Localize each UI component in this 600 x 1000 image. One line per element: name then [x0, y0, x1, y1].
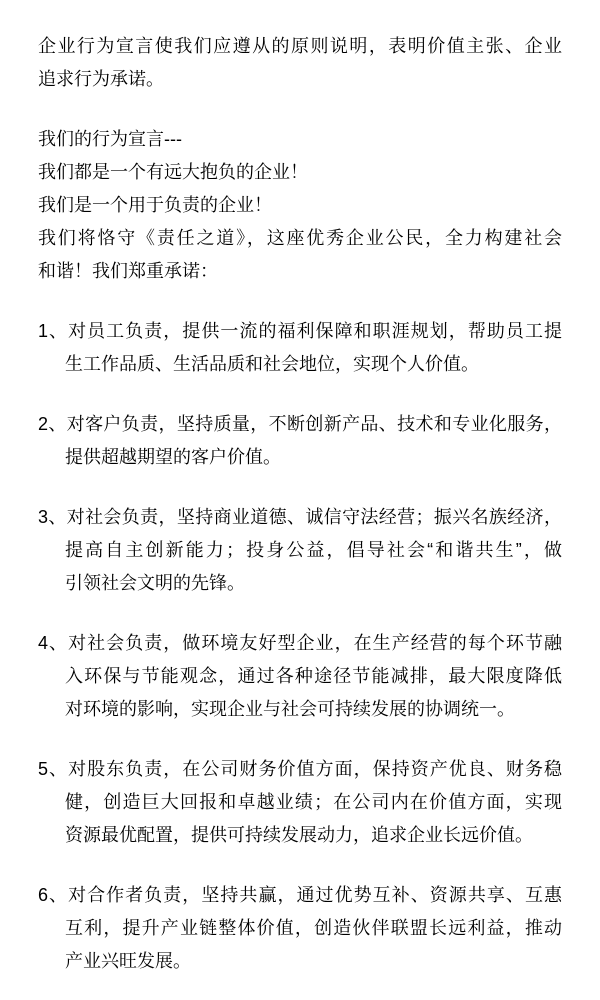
list-item-continuation-line: 对环境的影响，实现企业与社会可持续发展的协调统一。	[65, 699, 515, 719]
text-line: 我们是一个用于负责的企业！	[38, 195, 272, 215]
list-item-continuation-line: 产业兴旺发展。	[65, 951, 191, 971]
commitment-item-1	[38, 315, 562, 381]
list-item-first-line: 6、对合作者负责，坚持共赢，通过优势互补、资源共享、互惠	[38, 885, 562, 905]
commitment-item-4	[38, 627, 562, 726]
declaration-heading-line: 我们的行为宣言---	[38, 129, 182, 149]
text-line: 和谐！我们郑重承诺：	[38, 261, 218, 281]
text-line: 我们将恪守《责任之道》，这座优秀企业公民，全力构建社会	[38, 228, 562, 248]
list-item-first-line: 2、对客户负责，坚持质量，不断创新产品、技术和专业化服务，	[38, 414, 562, 434]
text-line: 企业行为宣言使我们应遵从的原则说明，表明价值主张、企业	[38, 36, 562, 56]
declaration-paragraph	[38, 123, 562, 288]
list-item-first-line: 3、对社会负责，坚持商业道德、诚信守法经营；振兴名族经济，	[38, 507, 562, 527]
text-line: 我们都是一个有远大抱负的企业！	[38, 162, 308, 182]
list-item-continuation-line: 入环保与节能观念，通过各种途径节能减排，最大限度降低	[65, 666, 562, 686]
list-item-continuation-line: 资源最优配置，提供可持续发展动力，追求企业长远价值。	[65, 825, 533, 845]
text-line: 追求行为承诺。	[38, 69, 164, 89]
list-item-continuation-line: 提高自主创新能力；投身公益，倡导社会“和谐共生”，做	[65, 540, 562, 560]
list-item-continuation-line: 提供超越期望的客户价值。	[65, 447, 281, 467]
commitment-item-2	[38, 408, 562, 474]
list-item-first-line: 1、对员工负责，提供一流的福利保障和职涯规划，帮助员工提	[38, 321, 562, 341]
commitment-item-6	[38, 879, 562, 978]
intro-paragraph	[38, 30, 562, 96]
list-item-first-line: 5、对股东负责，在公司财务价值方面，保持资产优良、财务稳	[38, 759, 562, 779]
commitment-item-3	[38, 501, 562, 600]
list-item-continuation-line: 生工作品质、生活品质和社会地位，实现个人价值。	[65, 354, 479, 374]
list-item-continuation-line: 互利，提升产业链整体价值，创造伙伴联盟长远利益，推动	[65, 918, 562, 938]
list-item-continuation-line: 健，创造巨大回报和卓越业绩；在公司内在价值方面，实现	[65, 792, 562, 812]
list-item-continuation-line: 引领社会文明的先锋。	[65, 573, 245, 593]
list-item-first-line: 4、对社会负责，做环境友好型企业，在生产经营的每个环节融	[38, 633, 562, 653]
commitment-item-5	[38, 753, 562, 852]
